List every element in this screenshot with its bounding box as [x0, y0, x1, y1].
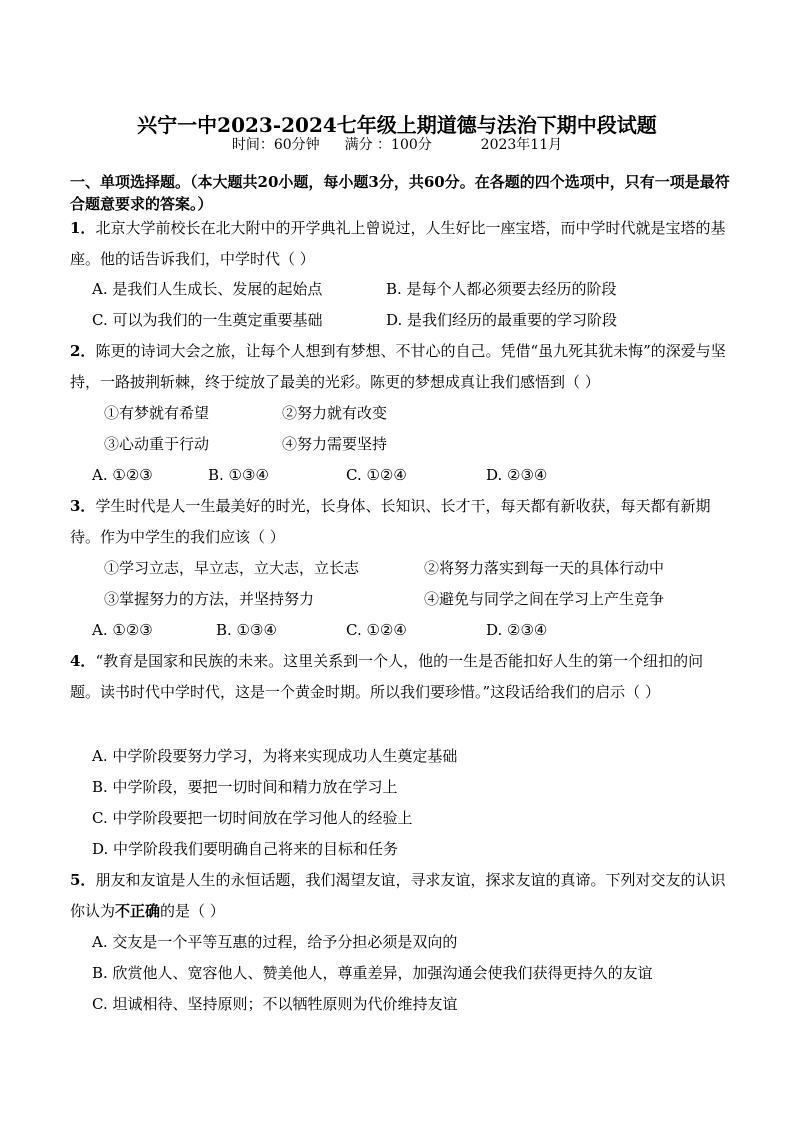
option-d: D. 中学阶段我们要明确自己将来的目标和任务	[92, 840, 399, 858]
question-text-end: 的是（ ）	[160, 902, 225, 920]
option-b: B. ①③④	[208, 466, 269, 484]
question-text: 朋友和友谊是人生的永恒话题，我们渴望友谊，寻求友谊，探求友谊的真谛。下列对交友的认识你认为	[70, 871, 726, 920]
question-number: 1．	[70, 219, 96, 237]
option-b: B. 是每个人都必须要去经历的阶段	[386, 280, 617, 298]
option-b: B. 欣赏他人、宽容他人、赞美他人，尊重差异，加强沟通会使我们获得更持久的友谊	[92, 964, 653, 982]
option-b: B. ①③④	[216, 621, 277, 639]
option-d: D. ②③④	[486, 466, 548, 484]
emphasis-text: 不正确	[115, 902, 161, 920]
statement-4: ④努力需要坚持	[282, 435, 388, 453]
option-c: C. 可以为我们的一生奠定重要基础	[92, 311, 323, 329]
statement-2: ②努力就有改变	[282, 404, 388, 422]
exam-date: 2023年11月	[480, 137, 563, 153]
statement-1: ①有梦就有希望	[104, 404, 210, 422]
option-c: C. 坦诚相待、坚持原则；不以牺牲原则为代价维持友谊	[92, 995, 458, 1013]
question-number: 2．	[70, 342, 96, 360]
exam-title: 兴宁一中2023-2024七年级上期道德与法治下期中段试题	[137, 113, 657, 137]
question-number: 3．	[70, 497, 96, 515]
exam-time: 时间：60分钟	[231, 137, 320, 153]
question-2	[70, 336, 730, 398]
question-3	[70, 491, 730, 553]
statement-4: ④避免与同学之间在学习上产生竞争	[424, 590, 665, 608]
option-d: D. 是我们经历的最重要的学习阶段	[386, 311, 618, 329]
option-c: C. ①②④	[346, 466, 407, 484]
question-1	[70, 213, 730, 275]
option-a: A. 是我们人生成长、发展的起始点	[92, 280, 323, 298]
question-number: 4．	[70, 652, 96, 670]
statement-3: ③掌握努力的方法，并坚持努力	[104, 590, 315, 608]
statement-3: ③心动重于行动	[104, 435, 210, 453]
option-c: C. ①②④	[346, 621, 407, 639]
option-a: A. ①②③	[92, 621, 153, 639]
question-text: 学生时代是人一生最美好的时光，长身体、长知识、长才干，每天都有新收获，每天都有新期待。作为中学生的我们应该（ ）	[70, 497, 711, 546]
question-4	[70, 646, 730, 708]
section-heading: 一、单项选择题。（本大题共20小题，每小题3分，共60分。在各题的四个选项中，只有一项是最符合题意要求的答案。）	[70, 173, 730, 213]
option-d: D. ②③④	[486, 621, 548, 639]
question-text: 陈更的诗词大会之旅，让每个人想到有梦想、不甘心的自己。凭借“虽九死其犹未悔”的深爱与坚持，一路披荆斩棘，终于绽放了最美的光彩。陈更的梦想成真让我们感悟到（ ）	[70, 342, 726, 391]
exam-subtitle	[0, 134, 794, 156]
exam-score: 满分 ：100分	[344, 137, 432, 153]
option-b: B. 中学阶段，要把一切时间和精力放在学习上	[92, 778, 398, 796]
option-a: A. ①②③	[92, 466, 153, 484]
question-text: 北京大学前校长在北大附中的开学典礼上曾说过，人生好比一座宝塔，而中学时代就是宝塔的基座。他的话告诉我们，中学时代（ ）	[70, 219, 726, 268]
option-a: A. 交友是一个平等互惠的过程，给予分担必须是双向的	[92, 933, 458, 951]
option-c: C. 中学阶段要把一切时间放在学习他人的经验上	[92, 809, 413, 827]
option-a: A. 中学阶段要努力学习，为将来实现成功人生奠定基础	[92, 747, 458, 765]
statement-2: ②将努力落实到每一天的具体行动中	[424, 559, 665, 577]
question-text: “教育是国家和民族的未来。这里关系到一个人，他的一生是否能扣好人生的第一个纽扣的问题。读书时代中学时代，这是一个黄金时期。所以我们要珍惜。”这段话给我们的启示（ ）	[70, 652, 704, 701]
question-5	[70, 865, 730, 927]
question-number: 5．	[70, 871, 96, 889]
statement-1: ①学习立志，早立志，立大志，立长志	[104, 559, 360, 577]
